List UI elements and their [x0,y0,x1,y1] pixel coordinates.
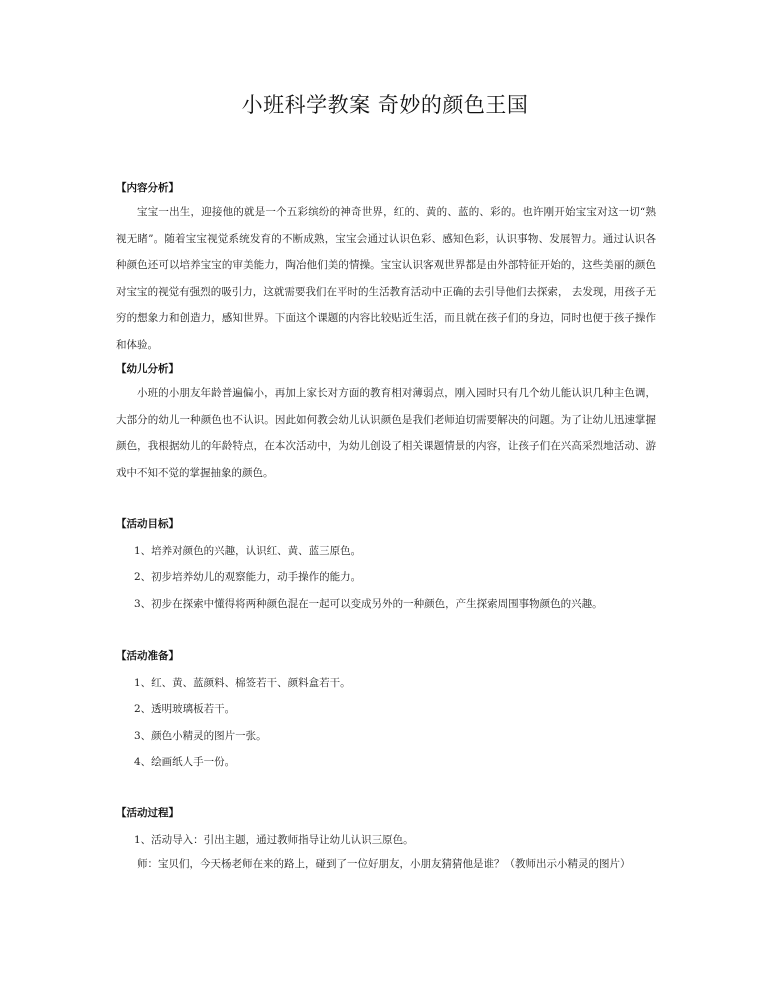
goal-item-3: 3、初步在探索中懂得将两种颜色混在一起可以变成另外的一种颜色，产生探索周围事物颜色的兴趣。 [134,598,603,610]
heading-child-analysis: 【幼儿分析】 [116,363,179,375]
process-item-1: 1、活动导入：引出主题，通过教师指导让幼儿认识三原色。 [134,834,414,846]
heading-process: 【活动过程】 [116,807,179,819]
prep-item-3: 3、颜色小精灵的图片一张。 [134,730,267,742]
paragraph-child-analysis: 小班的小朋友年龄普遍偏小，再加上家长对方面的教育相对薄弱点，刚入园时只有几个幼儿能认识几种主色调，大部分的幼儿一种颜色也不认识。因此如何教会幼儿认识颜色是我们老师迫切需要解决的问题。为了让幼儿迅速掌握颜色，我根据幼儿的年龄特点，在本次活动中，为幼儿创设了相关课题情景的内容，让孩子们在兴高采烈地活动、游戏中不知不觉的掌握抽象的颜色。 [116,387,656,479]
heading-preparation: 【活动准备】 [116,650,179,662]
prep-item-1: 1、红、黄、蓝颜料、棉签若干、颜料盒若干。 [134,677,351,689]
heading-content-analysis: 【内容分析】 [116,182,179,194]
heading-goals: 【活动目标】 [116,518,179,530]
prep-item-2: 2、透明玻璃板若干。 [134,703,236,715]
prep-item-4: 4、绘画纸人手一份。 [134,756,236,768]
document-title: 小班科学教案 奇妙的颜色王国 [241,93,529,117]
paragraph-process: 师：宝贝们，今天杨老师在来的路上，碰到了一位好朋友，小朋友猜猜他是谁？（教师出示小精灵的图片） [137,858,631,870]
goal-item-2: 2、初步培养幼儿的观察能力，动手操作的能力。 [134,571,362,583]
paragraph-content-analysis: 宝宝一出生，迎接他的就是一个五彩缤纷的神奇世界，红的、黄的、蓝的、彩的。也许刚开始宝宝对这一切“熟视无睹”。随着宝宝视觉系统发育的不断成熟，宝宝会通过认识色彩、感知色彩，认识事物、发展智力。通过认识各种颜色还可以培养宝宝的审美能力，陶冶他们美的情操。宝宝认识客观世界都是由外部特征开始的，这些美丽的颜色对宝宝的视觉有强烈的吸引力，这就需要我们在平时的生活教育活动中正确的去引导他们去探索， 去发现，用孩子无穷的想象力和创造力，感知世界。下面这个课题的内容比较贴近生活，而且就在孩子们的身边，同时也便于孩子操作和体验。 [116,206,656,351]
goal-item-1: 1、培养对颜色的兴趣，认识红、黄、蓝三原色。 [134,545,362,557]
